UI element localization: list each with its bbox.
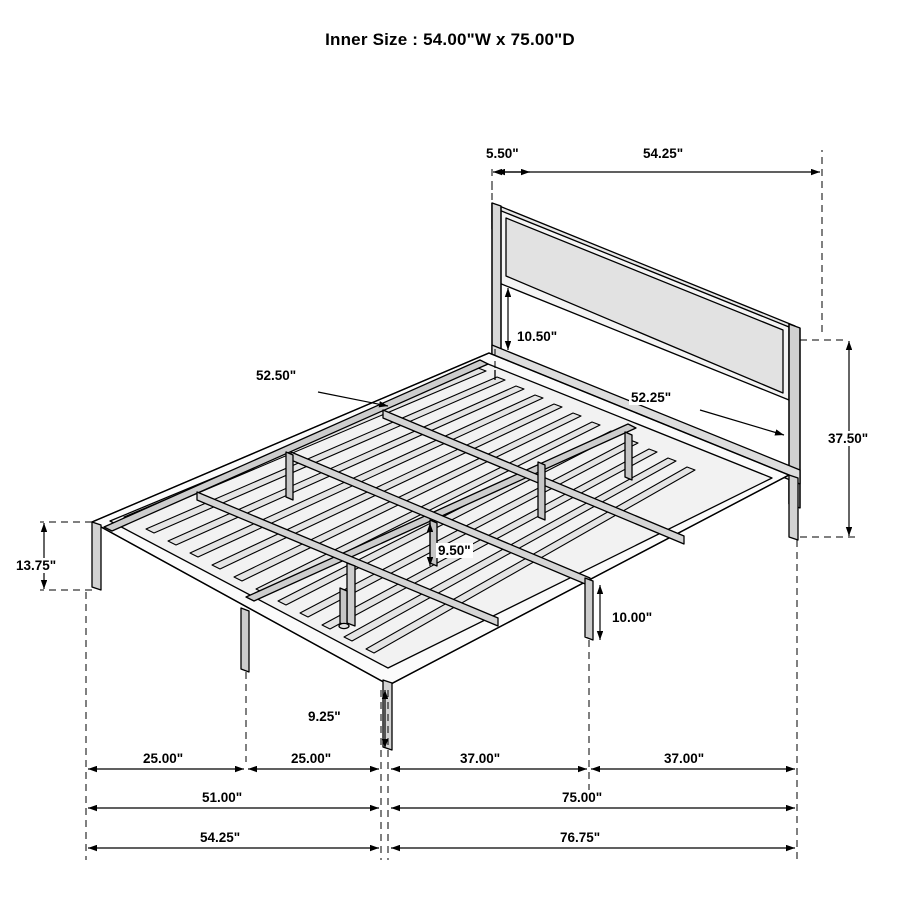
dim-front-leg-clearance: 9.25" — [308, 709, 341, 724]
dim-headboard-total-height: 37.50" — [828, 431, 869, 446]
dim-front-outer-total: 54.25" — [200, 830, 241, 845]
dim-front-left-segment: 25.00" — [143, 751, 184, 766]
dim-deck-height: 13.75" — [16, 558, 57, 573]
dim-foot-leg-clearance: 10.00" — [612, 610, 653, 625]
dim-center-leg-clearance: 9.50" — [438, 543, 471, 558]
dim-headboard-offset: 5.50" — [486, 146, 519, 161]
dim-slat-span-left: 52.50" — [256, 368, 297, 383]
dim-side-inner-total: 75.00" — [562, 790, 603, 805]
dim-side-right-segment: 37.00" — [664, 751, 705, 766]
dim-headboard-width: 54.25" — [643, 146, 684, 161]
bed-frame-drawing — [92, 203, 800, 750]
page-title: Inner Size : 54.00"W x 75.00"D — [325, 30, 575, 49]
dim-side-left-segment: 37.00" — [460, 751, 501, 766]
dim-front-inner-total: 51.00" — [202, 790, 243, 805]
dim-headboard-panel-height: 10.50" — [517, 329, 558, 344]
dim-side-outer-total: 76.75" — [560, 830, 601, 845]
dim-front-right-segment: 25.00" — [291, 751, 332, 766]
dim-slat-span-right: 52.25" — [631, 390, 672, 405]
